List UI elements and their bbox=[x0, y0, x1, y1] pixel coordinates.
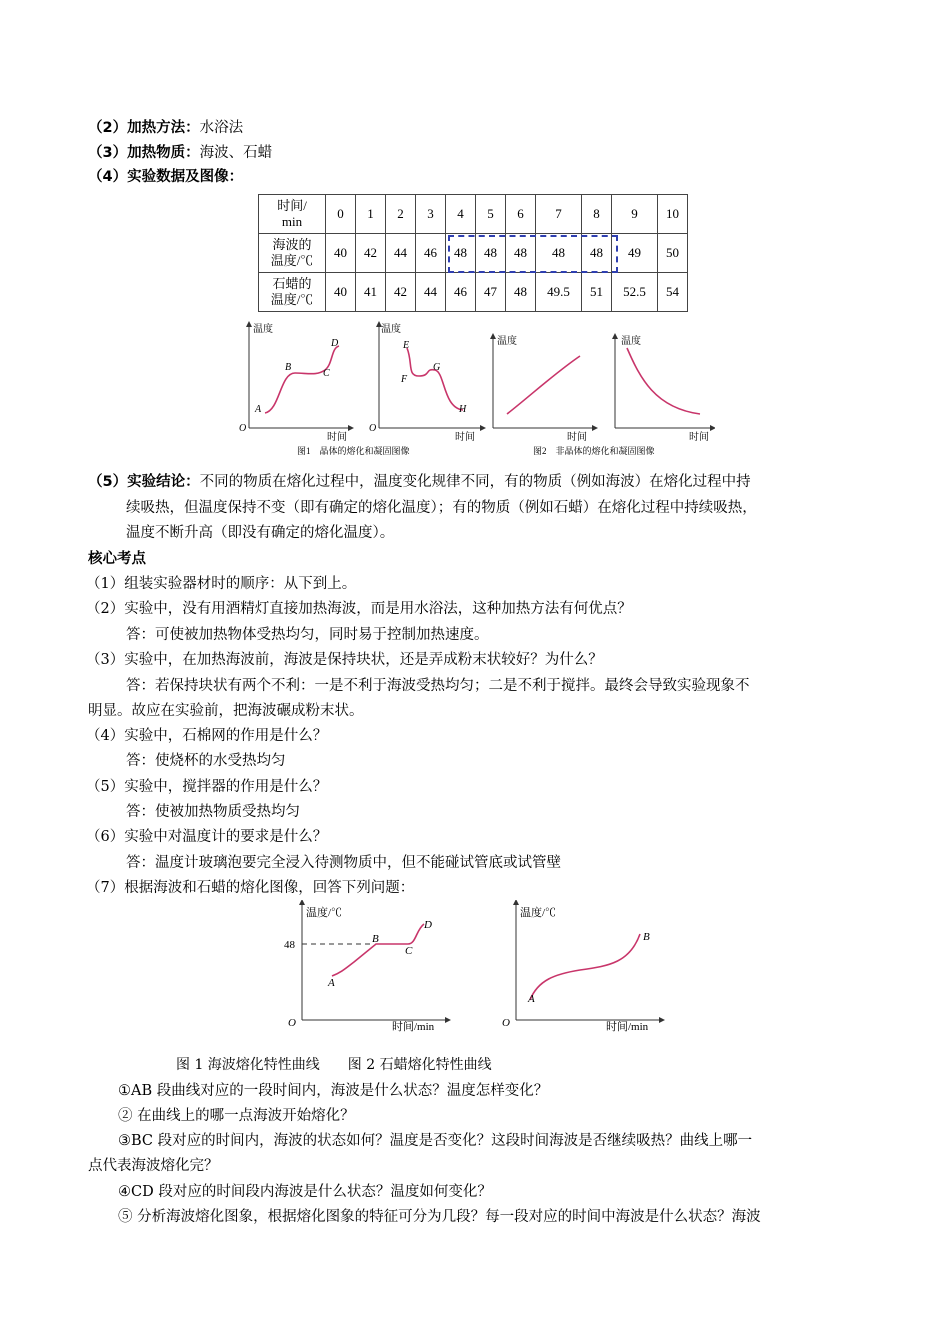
subquestion-4: ④CD 段对应的时间段内海波是什么状态？温度如何变化？ bbox=[118, 1184, 492, 1200]
crystal-solidify-curve bbox=[407, 348, 463, 410]
heating-substance-label: （3）加热物质： bbox=[88, 145, 200, 161]
table-cell: 41 bbox=[356, 273, 386, 312]
heating-substance-value: 海波、石蜡 bbox=[199, 145, 273, 161]
heating-method-line bbox=[88, 118, 243, 138]
core-a2: 答：可使被加热物体受热均匀，同时易于控制加热速度。 bbox=[126, 627, 489, 643]
conclusion-line-3: 温度不断升高（即没有确定的熔化温度）。 bbox=[126, 525, 395, 541]
table-cell: 44 bbox=[416, 273, 446, 312]
core-q6: （6）实验中对温度计的要求是什么？ bbox=[86, 829, 328, 845]
table-cell: 9 bbox=[612, 195, 658, 234]
table-cell: 40 bbox=[326, 273, 356, 312]
table-cell: 42 bbox=[386, 273, 416, 312]
haibo-y-axis-label: 温度/℃ bbox=[306, 907, 343, 919]
g3-axis-y-label: 温度 bbox=[497, 336, 517, 347]
small-graphs-caption-1: 图1 晶体的熔化和凝固图像 bbox=[297, 446, 410, 456]
g2-point-f: F bbox=[401, 374, 408, 385]
heating-substance-line bbox=[88, 143, 272, 163]
table-cell: 2 bbox=[386, 195, 416, 234]
table-cell: 46 bbox=[416, 234, 446, 273]
core-title: 核心考点 bbox=[88, 551, 146, 567]
haibo-point-d: D bbox=[424, 919, 432, 931]
g2-point-e: E bbox=[403, 340, 410, 351]
melting-curves-caption: 图 1 海波熔化特性曲线 图 2 石蜡熔化特性曲线 bbox=[176, 1057, 492, 1073]
shila-y-axis-label: 温度/℃ bbox=[520, 907, 557, 919]
g2-axis-x-label: 时间 bbox=[455, 432, 475, 443]
table-row-shila bbox=[259, 273, 688, 312]
g1-point-c: C bbox=[323, 368, 330, 379]
g3-axis-x-label: 时间 bbox=[567, 432, 587, 443]
shila-x-axis-label: 时间/min bbox=[606, 1021, 649, 1033]
g1-point-a: A bbox=[255, 404, 262, 415]
conclusion-label: （5）实验结论： bbox=[88, 474, 200, 490]
g1-origin: O bbox=[239, 423, 247, 434]
small-graphs-figure bbox=[235, 318, 715, 458]
graph-amorphous-melting bbox=[493, 336, 595, 428]
amorphous-solidify-curve bbox=[627, 348, 700, 414]
plateau-highlight-box bbox=[448, 235, 618, 273]
amorphous-melt-curve bbox=[507, 356, 580, 414]
shila-graph-axes bbox=[516, 902, 662, 1020]
table-cell: 8 bbox=[582, 195, 612, 234]
table-cell: 46 bbox=[446, 273, 476, 312]
table-cell: 49.5 bbox=[536, 273, 582, 312]
core-q7: （7）根据海波和石蜡的熔化图像，回答下列问题： bbox=[86, 880, 415, 896]
core-q3: （3）实验中，在加热海波前，海波是保持块状，还是弄成粉末状较好？为什么？ bbox=[86, 652, 603, 668]
table-cell: 54 bbox=[658, 273, 688, 312]
haibo-origin: O bbox=[288, 1017, 296, 1029]
haibo-point-b: B bbox=[372, 933, 379, 945]
table-cell: 42 bbox=[356, 234, 386, 273]
conclusion-line-1 bbox=[88, 472, 751, 492]
haibo-point-c: C bbox=[405, 945, 413, 957]
table-cell: 44 bbox=[386, 234, 416, 273]
core-q5: （5）实验中，搅拌器的作用是什么？ bbox=[86, 779, 328, 795]
conclusion-line-2: 续吸热，但温度保持不变（即有确定的熔化温度）；有的物质（例如石蜡）在熔化过程中持续吸热， bbox=[126, 500, 757, 516]
haibo-header: 海波的 温度/℃ bbox=[259, 234, 326, 273]
table-cell: 48 bbox=[506, 273, 536, 312]
g2-point-g: G bbox=[433, 362, 441, 373]
subquestion-5: ⑤ 分析海波熔化图象，根据熔化图象的特征可分为几段？每一段对应的时间中海波是什么状态？海波 bbox=[118, 1209, 761, 1225]
table-cell: 0 bbox=[326, 195, 356, 234]
heating-method-label: （2）加热方法： bbox=[88, 120, 200, 136]
core-q4: （4）实验中，石棉网的作用是什么？ bbox=[86, 728, 328, 744]
haibo-point-a: A bbox=[328, 977, 335, 989]
time-header: 时间/ min bbox=[259, 195, 326, 234]
core-a6: 答：温度计玻璃泡要完全浸入待测物质中，但不能碰试管底或试管壁 bbox=[126, 855, 561, 871]
table-cell: 47 bbox=[476, 273, 506, 312]
table-cell: 1 bbox=[356, 195, 386, 234]
g1-axis-y-label: 温度 bbox=[253, 324, 273, 335]
table-cell: 10 bbox=[658, 195, 688, 234]
table-cell: 51 bbox=[582, 273, 612, 312]
table-cell: 52.5 bbox=[612, 273, 658, 312]
graph-crystal-solidifying bbox=[379, 324, 483, 428]
table-cell: 5 bbox=[476, 195, 506, 234]
conclusion-text-1: 不同的物质在熔化过程中，温度变化规律不同，有的物质（例如海波）在熔化过程中持 bbox=[199, 474, 751, 490]
subquestion-2: ② 在曲线上的哪一点海波开始熔化？ bbox=[118, 1108, 355, 1124]
table-cell: 48 bbox=[476, 234, 506, 273]
shila-point-b: B bbox=[643, 931, 650, 943]
g1-axis-x-label: 时间 bbox=[327, 432, 347, 443]
table-cell: 48 bbox=[536, 234, 582, 273]
g1-point-b: B bbox=[285, 362, 292, 373]
shila-melt-curve bbox=[530, 934, 640, 1000]
table-cell: 6 bbox=[506, 195, 536, 234]
core-a3-line-2: 明显。故应在实验前，把海波碾成粉末状。 bbox=[88, 703, 364, 719]
g4-axis-y-label: 温度 bbox=[621, 336, 641, 347]
table-cell: 40 bbox=[326, 234, 356, 273]
crystal-melt-curve bbox=[265, 346, 339, 413]
data-heading: （4）实验数据及图像： bbox=[88, 169, 244, 185]
core-q1: （1）组装实验器材时的顺序：从下到上。 bbox=[86, 576, 357, 592]
melting-curves-figure bbox=[280, 900, 680, 1035]
subquestion-3-line-2: 点代表海波熔化完？ bbox=[88, 1158, 219, 1174]
haibo-x-axis-label: 时间/min bbox=[392, 1021, 435, 1033]
g4-axis-x-label: 时间 bbox=[689, 432, 709, 443]
g2-axis-y-label: 温度 bbox=[381, 324, 401, 335]
core-a3-line-1: 答：若保持块状有两个不利：一是不利于海波受热均匀；二是不利于搅拌。最终会导致实验现象不 bbox=[126, 678, 750, 694]
table-cell: 48 bbox=[446, 234, 476, 273]
shila-header: 石蜡的 温度/℃ bbox=[259, 273, 326, 312]
table-cell: 48 bbox=[506, 234, 536, 273]
table-cell: 48 bbox=[582, 234, 612, 273]
table-cell: 50 bbox=[658, 234, 688, 273]
table-cell: 49 bbox=[612, 234, 658, 273]
g2-point-h: H bbox=[459, 404, 467, 415]
table-cell: 3 bbox=[416, 195, 446, 234]
core-a4: 答：使烧杯的水受热均匀 bbox=[126, 753, 286, 769]
core-a5: 答：使被加热物质受热均匀 bbox=[126, 804, 300, 820]
shila-origin: O bbox=[502, 1017, 510, 1029]
g2-origin: O bbox=[369, 423, 377, 434]
subquestion-1: ①AB 段曲线对应的一段时间内，海波是什么状态？温度怎样变化？ bbox=[118, 1083, 549, 1099]
table-cell: 7 bbox=[536, 195, 582, 234]
heating-method-value: 水浴法 bbox=[199, 120, 244, 136]
table-cell: 4 bbox=[446, 195, 476, 234]
small-graphs-caption-2: 图2 非晶体的熔化和凝固图像 bbox=[533, 446, 655, 456]
shila-point-a: A bbox=[528, 993, 535, 1005]
core-q2: （2）实验中，没有用酒精灯直接加热海波，而是用水浴法，这种加热方法有何优点？ bbox=[86, 601, 632, 617]
table-row-time bbox=[259, 195, 688, 234]
haibo-melt-temp: 48 bbox=[284, 939, 295, 951]
subquestion-3-line-1: ③BC 段对应的时间内，海波的状态如何？温度是否变化？这段时间海波是否继续吸热？曲线上哪一 bbox=[118, 1133, 753, 1149]
g1-point-d: D bbox=[331, 338, 339, 349]
